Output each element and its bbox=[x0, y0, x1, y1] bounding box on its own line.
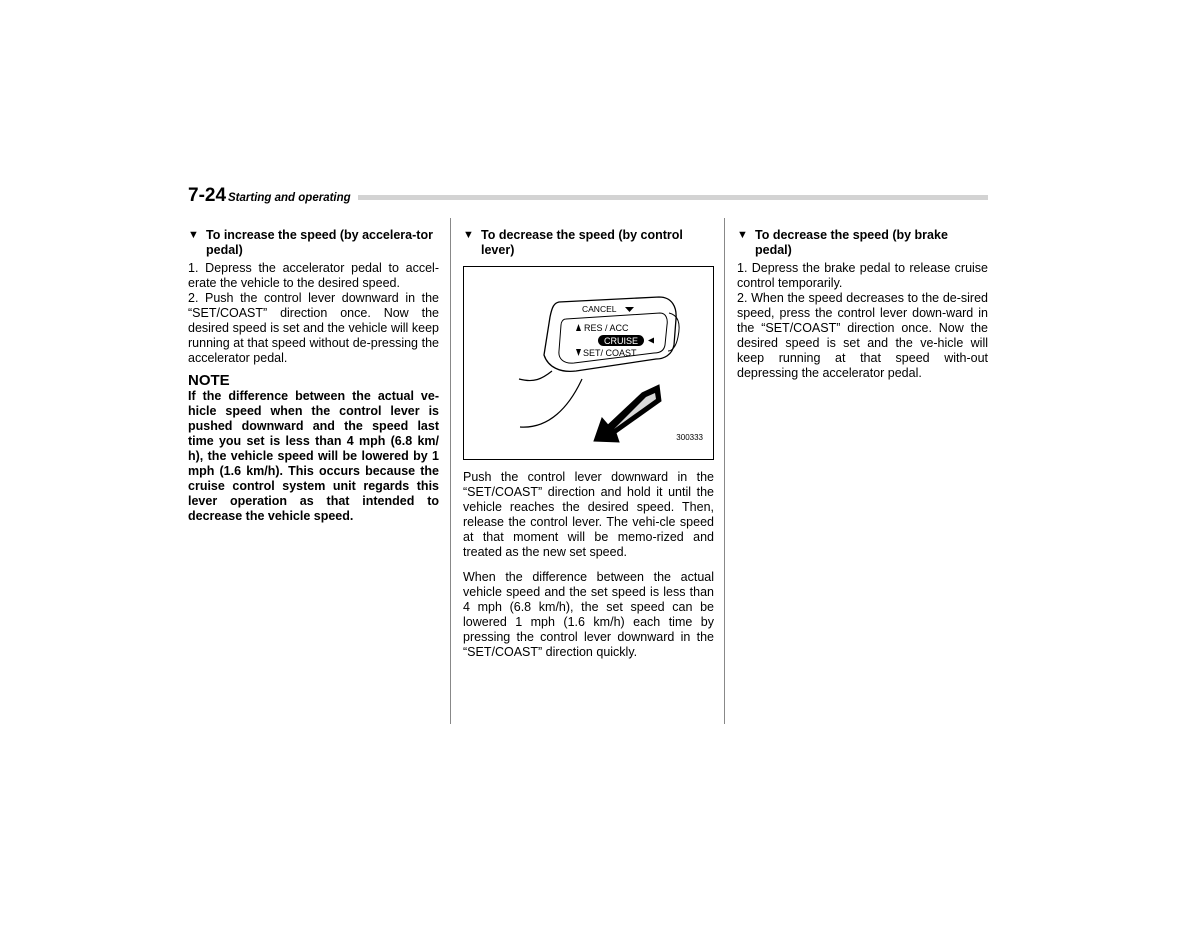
paragraph-1: Push the control lever downward in the “SET/COAST” direction and hold it until the vehicle reaches the desired speed. Then, release the control lever. The vehi-cle speed at that moment will be memo-rized and treated as the new set speed. bbox=[463, 470, 714, 559]
cruise-label: CRUISE bbox=[603, 336, 639, 346]
column-increase-speed bbox=[188, 228, 439, 524]
section-title: Starting and operating bbox=[228, 192, 351, 204]
page-number: 7-24 bbox=[188, 185, 227, 206]
note-title: NOTE bbox=[188, 372, 230, 389]
step-1: 1. Depress the brake pedal to release cruise control temporarily. bbox=[737, 261, 988, 290]
note-body: If the difference between the actual ve-hicle speed when the control lever is pushed downward and the speed last time you set is less than 4 mph (6.8 km/ h), the vehicle speed will be lowered by 1 mph (1.6 km/h). This occurs because the cruise control system unit regards this lever operation as that intended to decrease the vehicle speed. bbox=[188, 389, 439, 523]
arrow-down-left-icon bbox=[594, 385, 661, 442]
triangle-down-icon: ▼ bbox=[188, 229, 199, 241]
header-rule bbox=[358, 195, 988, 200]
subheading-text: To increase the speed (by accelera-tor pedal) bbox=[206, 228, 433, 257]
paragraph-2: When the difference between the actual vehicle speed and the set speed is less than 4 mph (6.8 km/h), the set speed can be lowered 1 mph (1.6 km/h) each time by pressing the control lever downward in the “SET/COAST” direction quickly. bbox=[463, 570, 714, 659]
column-decrease-by-brake bbox=[737, 228, 988, 381]
subheading bbox=[737, 228, 988, 258]
step-2: 2. When the speed decreases to the de-sired speed, press the control lever down-ward in the “SET/COAST” direction once. Now the desired speed is set and the ve-hicle will keep running at that speed with-out depressing the accelerator pedal. bbox=[737, 291, 988, 380]
set-coast-label: SET/ COAST bbox=[583, 348, 637, 358]
column-decrease-by-lever bbox=[463, 228, 714, 660]
subheading-text: To decrease the speed (by control lever) bbox=[481, 228, 683, 257]
triangle-down-icon: ▼ bbox=[737, 229, 748, 241]
triangle-down-icon: ▼ bbox=[463, 229, 474, 241]
subheading bbox=[463, 228, 714, 258]
step-1: 1. Depress the accelerator pedal to accel-erate the vehicle to the desired speed. bbox=[188, 261, 439, 290]
column-divider bbox=[724, 218, 725, 724]
column-divider bbox=[450, 218, 451, 724]
cancel-label: CANCEL bbox=[582, 304, 617, 314]
step-2: 2. Push the control lever downward in the “SET/COAST” direction once. Now the desired speed is set and the vehicle will keep running at that speed without de-pressing the accelerator pedal. bbox=[188, 291, 439, 365]
figure-code: 300333 bbox=[676, 433, 703, 442]
page-header bbox=[188, 185, 988, 209]
subheading bbox=[188, 228, 439, 258]
subheading-text: To decrease the speed (by brake pedal) bbox=[755, 228, 948, 257]
control-lever-figure bbox=[463, 266, 714, 460]
res-acc-label: RES / ACC bbox=[584, 323, 629, 333]
